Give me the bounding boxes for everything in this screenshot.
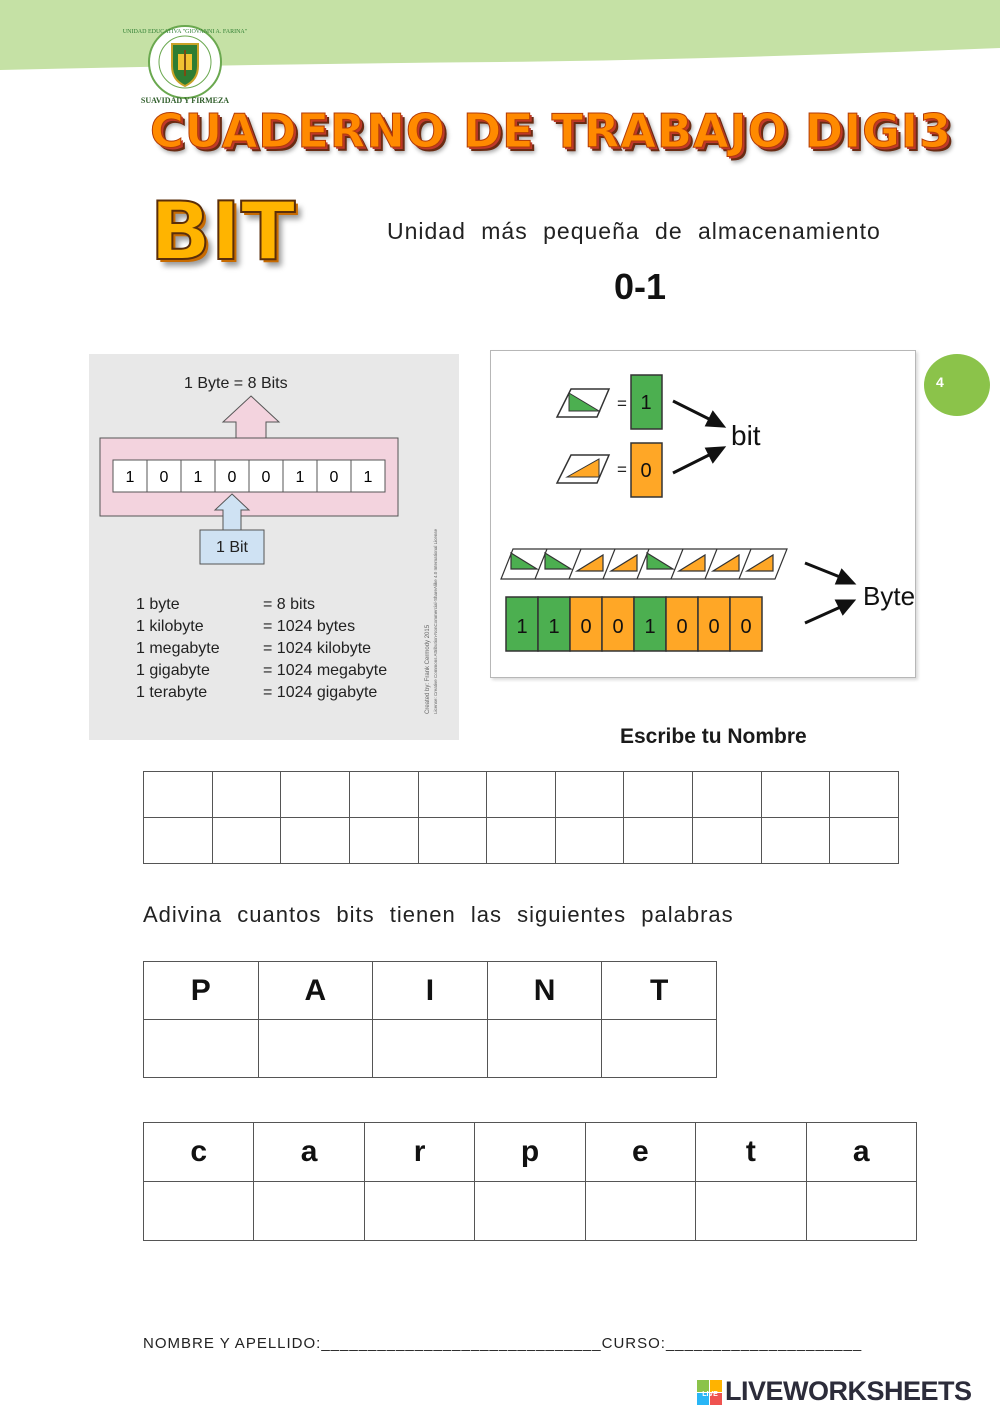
byte-word-label: Byte — [863, 581, 916, 611]
switch-off-icon — [557, 455, 609, 483]
name-letter-cell[interactable] — [144, 772, 213, 818]
answer-cell[interactable] — [475, 1182, 585, 1241]
name-letter-cell[interactable] — [624, 772, 693, 818]
bit-one-value: 1 — [640, 392, 652, 414]
answer-cell[interactable] — [144, 1182, 254, 1241]
name-grid-body — [144, 772, 899, 864]
answer-cell[interactable] — [254, 1182, 364, 1241]
bit-cell: 0 — [159, 469, 169, 486]
arrow-icon — [673, 401, 723, 473]
byte-bit-cell: 0 — [676, 616, 688, 638]
up-arrow-icon — [223, 396, 279, 438]
one-bit-label: 1 Bit — [215, 539, 249, 556]
unit-value: = 8 bits — [263, 596, 316, 613]
liveworksheets-brand — [697, 1376, 997, 1408]
crest-motto: SUAVIDAD Y FIRMEZA — [140, 96, 230, 105]
byte-bit-cell: 1 — [644, 616, 656, 638]
switch-row-icon — [501, 549, 787, 579]
bit-zero-value: 0 — [640, 460, 652, 482]
name-letter-cell[interactable] — [555, 772, 624, 818]
equals-sign: = — [617, 460, 627, 479]
unit-name: 1 byte — [136, 596, 180, 613]
name-letter-cell[interactable] — [693, 772, 762, 818]
answer-cell[interactable] — [364, 1182, 474, 1241]
byte-cells — [506, 597, 762, 651]
byte-bit-cell: 0 — [740, 616, 752, 638]
credit-author: Created by: Frank Cermody 2015 — [425, 624, 431, 714]
liveworksheets-wordmark: LIVEWORKSHEETS — [725, 1376, 972, 1406]
letter-cell: e — [585, 1123, 695, 1182]
bit-byte-illustration — [490, 350, 916, 678]
bit-cell: 0 — [329, 469, 339, 486]
bit-cells — [113, 460, 385, 492]
byte-bit-cell: 1 — [516, 616, 528, 638]
exercise-instruction: Adivina cuantos bits tienen las siguientes palabras — [143, 902, 734, 927]
bit-cell: 1 — [295, 469, 305, 486]
name-letter-cell[interactable] — [761, 772, 830, 818]
bit-word-label: bit — [731, 420, 761, 451]
name-letter-cell[interactable] — [487, 818, 556, 864]
unit-value: = 1024 gigabyte — [263, 684, 378, 701]
answer-cell[interactable] — [373, 1020, 488, 1078]
letter-cell: P — [144, 962, 259, 1020]
footer-fields — [143, 1335, 862, 1352]
name-line[interactable]: ______________________________ — [321, 1335, 602, 1352]
unit-value: = 1024 megabyte — [263, 662, 388, 679]
byte-bit-cell: 1 — [548, 616, 560, 638]
credit-license: License: Creative Commons Attribution-NonCommercial-ShareAlike 4.0 International License — [433, 528, 438, 714]
letter-cell: N — [487, 962, 602, 1020]
paint-word-table — [143, 961, 717, 1078]
answer-cell[interactable] — [806, 1182, 916, 1241]
course-line[interactable]: _____________________ — [665, 1335, 863, 1352]
page-number: 4 — [936, 374, 944, 390]
word-letters-row — [144, 1123, 917, 1182]
crest-ring-text: UNIDAD EDUCATIVA "GIOVANNI A. FARINA" — [122, 29, 248, 35]
byte-bit-cell: 0 — [580, 616, 592, 638]
bit-cell: 0 — [261, 469, 271, 486]
unit-value: = 1024 bytes — [263, 618, 356, 635]
answer-cell[interactable] — [602, 1020, 717, 1078]
word-letters-row — [144, 962, 717, 1020]
name-letter-cell[interactable] — [418, 772, 487, 818]
answer-cell[interactable] — [487, 1020, 602, 1078]
carpeta-word-table — [143, 1122, 917, 1241]
name-input-grid — [143, 771, 899, 864]
answer-row — [144, 1182, 917, 1241]
answer-cell[interactable] — [258, 1020, 373, 1078]
byte-bit-cell: 0 — [612, 616, 624, 638]
workbook-title: CUADERNO DE TRABAJO DIGI3 — [150, 104, 953, 158]
name-letter-cell[interactable] — [144, 818, 213, 864]
liveworksheets-logo-icon — [697, 1380, 723, 1406]
name-letter-cell[interactable] — [693, 818, 762, 864]
unit-name: 1 terabyte — [136, 684, 208, 701]
name-letter-cell[interactable] — [418, 818, 487, 864]
page-number-badge — [924, 354, 990, 416]
bit-cell: 0 — [227, 469, 237, 486]
bit-definition: Unidad más pequeña de almacenamiento — [387, 218, 881, 244]
unit-name: 1 kilobyte — [136, 618, 204, 635]
bit-cell: 1 — [193, 469, 203, 486]
bit-cell: 1 — [363, 469, 373, 486]
binary-values: 0-1 — [614, 266, 667, 307]
name-letter-cell[interactable] — [212, 772, 281, 818]
name-grid-row — [144, 818, 899, 864]
logo-letters: LIVE — [702, 1391, 718, 1398]
letter-cell: r — [364, 1123, 474, 1182]
units-table — [136, 596, 387, 701]
answer-cell[interactable] — [144, 1020, 259, 1078]
name-letter-cell[interactable] — [830, 818, 899, 864]
name-letter-cell[interactable] — [487, 772, 556, 818]
name-letter-cell[interactable] — [555, 818, 624, 864]
name-letter-cell[interactable] — [281, 772, 350, 818]
letter-cell: t — [696, 1123, 806, 1182]
name-label: NOMBRE Y APELLIDO: — [143, 1335, 322, 1352]
letter-cell: A — [258, 962, 373, 1020]
answer-cell[interactable] — [585, 1182, 695, 1241]
letter-cell: a — [806, 1123, 916, 1182]
switch-on-icon — [557, 389, 609, 417]
answer-cell[interactable] — [696, 1182, 806, 1241]
name-letter-cell[interactable] — [830, 772, 899, 818]
name-letter-cell[interactable] — [281, 818, 350, 864]
bit-cell: 1 — [125, 469, 135, 486]
name-grid-row — [144, 772, 899, 818]
name-letter-cell[interactable] — [761, 818, 830, 864]
letter-cell: T — [602, 962, 717, 1020]
name-letter-cell[interactable] — [349, 772, 418, 818]
unit-name: 1 megabyte — [136, 640, 220, 657]
bit-title-word: BIT — [150, 185, 296, 278]
arrow-icon — [805, 563, 853, 623]
letter-cell: p — [475, 1123, 585, 1182]
equals-sign: = — [617, 394, 627, 413]
name-section-heading: Escribe tu Nombre — [620, 725, 807, 748]
unit-name: 1 gigabyte — [136, 662, 210, 679]
unit-value: = 1024 kilobyte — [263, 640, 372, 657]
course-label: CURSO: — [601, 1335, 666, 1352]
byte-equals-label: 1 Byte = 8 Bits — [184, 375, 288, 392]
name-letter-cell[interactable] — [349, 818, 418, 864]
letter-cell: a — [254, 1123, 364, 1182]
letter-cell: I — [373, 962, 488, 1020]
byte-bits-diagram — [89, 354, 459, 740]
name-letter-cell[interactable] — [624, 818, 693, 864]
name-letter-cell[interactable] — [212, 818, 281, 864]
byte-bit-cell: 0 — [708, 616, 720, 638]
letter-cell: c — [144, 1123, 254, 1182]
answer-row — [144, 1020, 717, 1078]
